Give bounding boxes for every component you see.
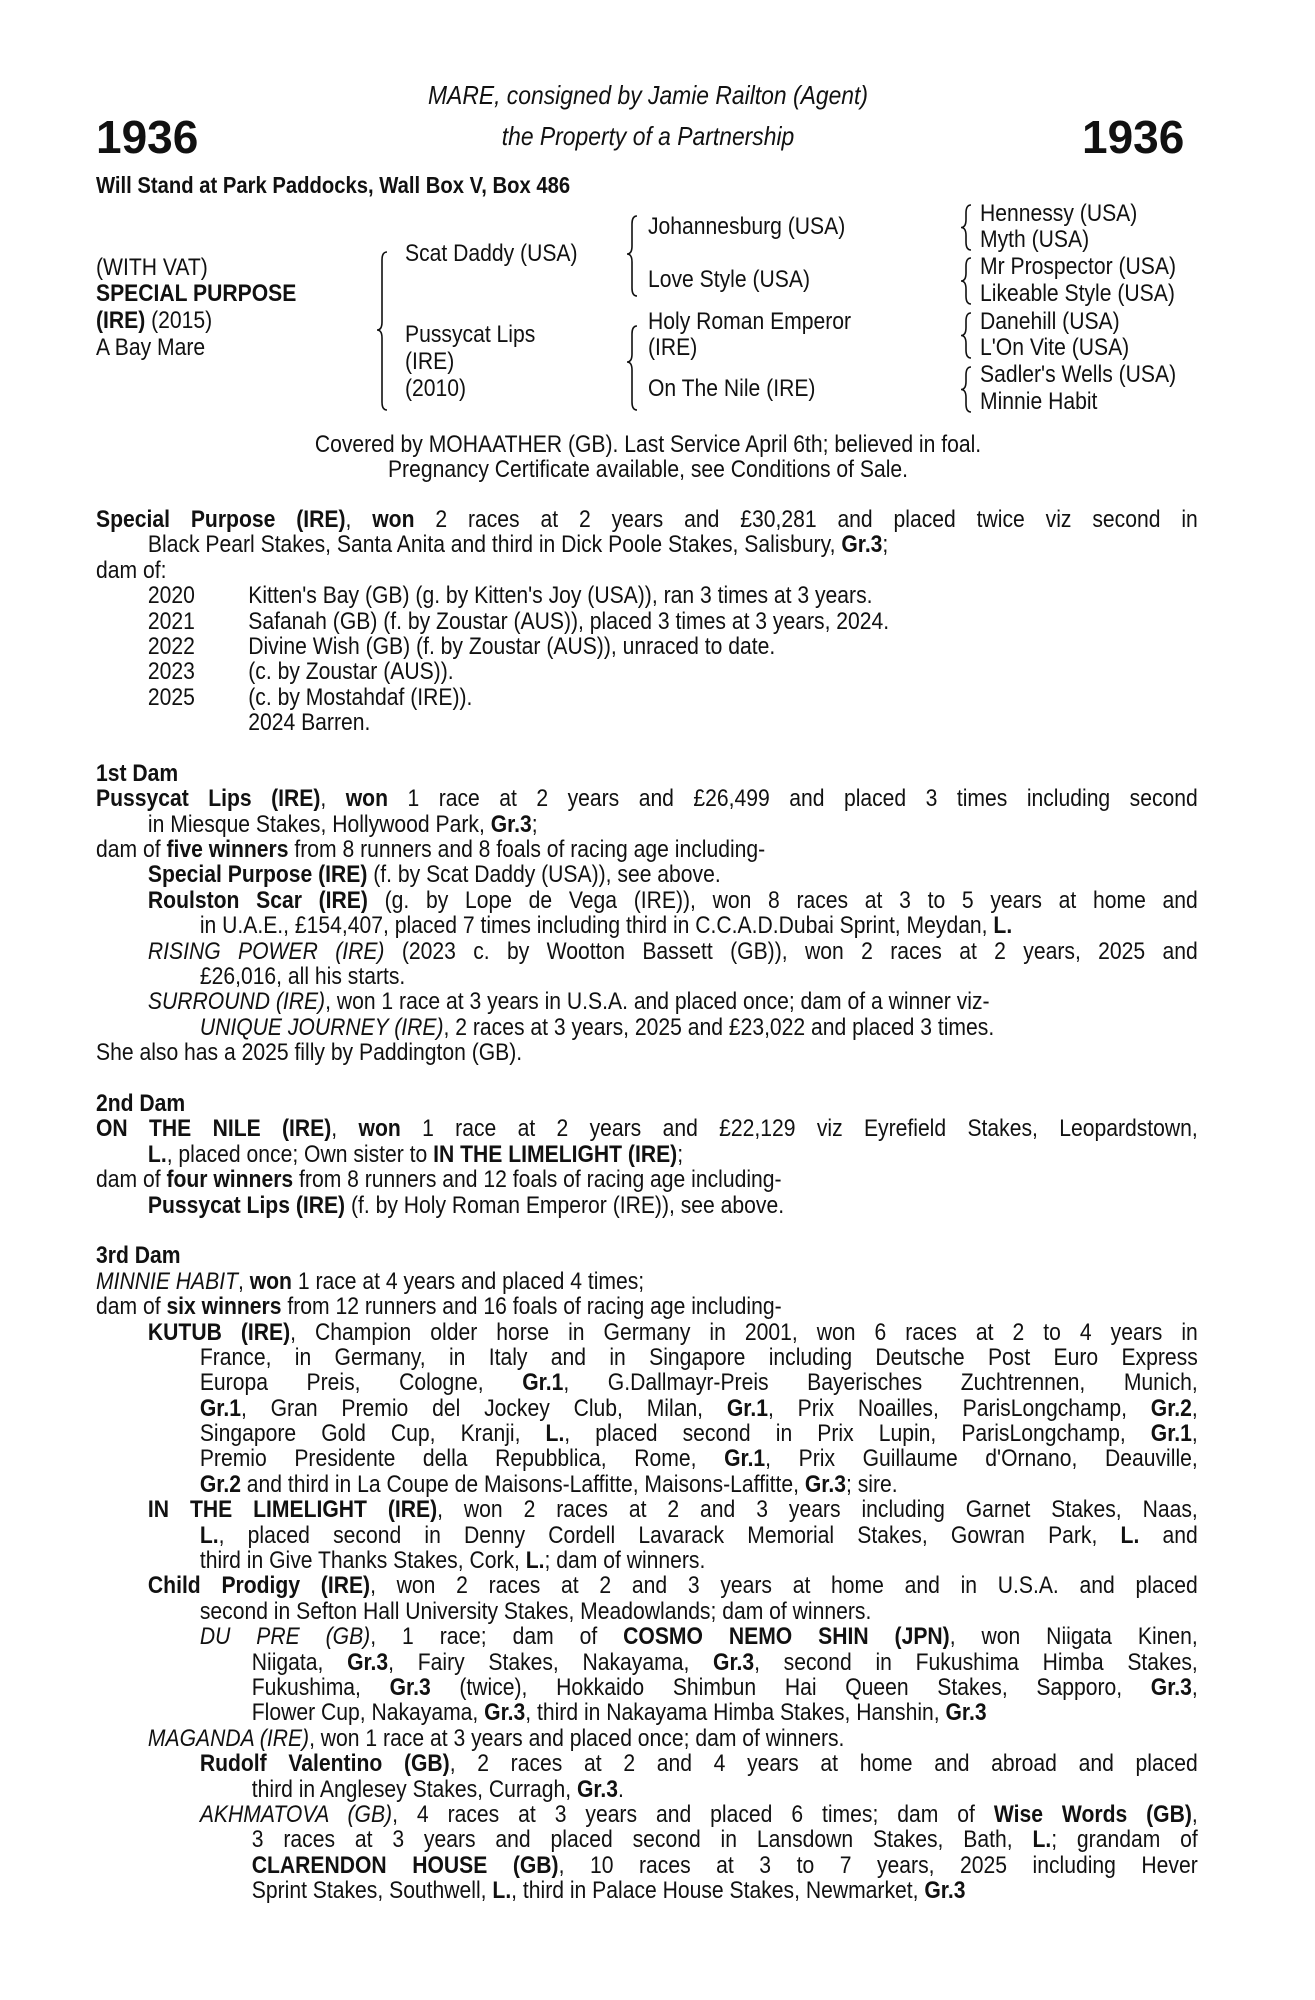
text-line: [96, 837, 1198, 862]
bracket-icon: [377, 252, 387, 410]
text: £26,016, all his starts.: [199, 963, 406, 991]
bold-text: IN THE LIMELIGHT (IRE): [433, 1140, 678, 1168]
fourth-generation-ancestor: Danehill (USA): [980, 308, 1120, 335]
produce-year: 2022: [147, 632, 195, 660]
text-line: [200, 1624, 1198, 1649]
text: , won Niigata Kinen,: [949, 1623, 1198, 1651]
text: from 8 runners and 8 foals of racing age including-: [288, 836, 766, 864]
text-line: [148, 1320, 1198, 1345]
bold-text: Rudolf Valentino (GB): [199, 1750, 450, 1778]
pedigree-paragraph: [96, 1320, 1198, 1498]
bold-text: won: [249, 1267, 292, 1295]
produce-text: (c. by Zoustar (AUS)).: [248, 658, 454, 686]
text: third in Anglesey Stakes, Curragh,: [251, 1775, 577, 1803]
text: (g. by Lope de Vega (IRE)), won 8 races at 3 to 5 years at home and: [367, 886, 1198, 914]
text: second in Sefton Hall University Stakes, Meadowlands; dam of winners.: [199, 1597, 872, 1625]
text: dam of: [96, 836, 167, 864]
dam-sire-line-2: (IRE): [648, 334, 698, 361]
fourth-generation-ancestor: L'On Vite (USA): [980, 334, 1130, 361]
text-line: [148, 888, 1198, 913]
produce-year: 2023: [147, 658, 195, 686]
bracket-icon: [627, 326, 637, 410]
pedigree-paragraph: [96, 1040, 1198, 1065]
bold-text: L.: [525, 1547, 545, 1575]
text-line: [96, 507, 1198, 532]
produce-year: [148, 710, 248, 735]
dam-dam: On The Nile (IRE): [648, 375, 816, 402]
pedigree-section: [96, 507, 1198, 736]
text-line: [148, 1497, 1198, 1522]
text: , G.Dallmayr-Preis Bayerisches Zuchtrennen, Munich,: [563, 1369, 1198, 1397]
text: She also has a 2025 filly by Paddington (GB).: [96, 1039, 523, 1067]
text: , placed once; Own sister to: [166, 1140, 434, 1168]
pregnancy-note: Pregnancy Certificate available, see Conditions of Sale.: [387, 456, 909, 483]
pedigree-paragraph: [96, 1015, 1198, 1040]
text-line: [200, 1472, 1198, 1497]
text: ,: [1191, 1420, 1198, 1448]
text: , Prix Noailles, ParisLongchamp,: [767, 1394, 1151, 1422]
italic-name: MAGANDA (IRE): [147, 1724, 310, 1752]
bold-text: Child Prodigy (IRE): [147, 1572, 371, 1600]
italic-name: DU PRE (GB): [199, 1623, 371, 1651]
text-line: [96, 1269, 1198, 1294]
bold-text: Gr.3: [484, 1699, 526, 1727]
text-line: [148, 939, 1198, 964]
bold-text: Gr.1: [724, 1445, 766, 1473]
fourth-generation-ancestor: Minnie Habit: [980, 388, 1098, 415]
bracket-icon: [961, 258, 971, 304]
bold-text: KUTUB (IRE): [147, 1318, 291, 1346]
bold-text: Special Purpose (IRE): [147, 861, 368, 889]
text-line: [200, 913, 1198, 938]
text-line: [96, 558, 1198, 583]
text-line: [252, 1827, 1198, 1852]
dam-line-3: (2010): [405, 375, 467, 402]
pedigree-paragraph: [96, 989, 1198, 1014]
fourth-generation-ancestor: Hennessy (USA): [980, 200, 1138, 227]
text-line: [96, 1167, 1198, 1192]
text: , won 1 race at 3 years in U.S.A. and placed once; dam of a winner viz-: [325, 988, 990, 1016]
text: (twice), Hokkaido Shimbun Hai Queen Stakes, Sapporo,: [430, 1673, 1151, 1701]
catalogue-body: [96, 507, 1198, 1929]
bold-text: CLARENDON HOUSE (GB): [251, 1851, 559, 1879]
text-line: [148, 989, 1198, 1014]
bold-text: Gr.1: [1150, 1420, 1192, 1448]
text: , placed second in Prix Lupin, ParisLongchamp,: [564, 1420, 1151, 1448]
bold-text: L.: [147, 1140, 167, 1168]
pedigree-paragraph: [96, 1294, 1198, 1319]
horse-name: SPECIAL PURPOSE: [96, 280, 297, 307]
bold-text: Wise Words (GB): [993, 1800, 1192, 1828]
pedigree-paragraph: [96, 837, 1198, 862]
bold-text: Gr.3: [1150, 1673, 1192, 1701]
text: ,: [320, 785, 346, 813]
bold-text: won: [345, 785, 388, 813]
text-line: [148, 1142, 1198, 1167]
italic-name: MINNIE HABIT: [96, 1267, 238, 1295]
bold-text: Special Purpose (IRE): [96, 506, 346, 533]
bold-text: Gr.1: [726, 1394, 768, 1422]
text-line: [96, 1294, 1198, 1319]
text: ,: [331, 1115, 359, 1143]
horse-year: (2015): [151, 307, 213, 334]
horse-suffix-year: [96, 308, 212, 334]
text: , 1 race; dam of: [370, 1623, 624, 1651]
text-line: [252, 1777, 1198, 1802]
bold-text: L.: [993, 912, 1013, 940]
pedigree-paragraph: [96, 786, 1198, 837]
bold-text: Pussycat Lips (IRE): [96, 785, 321, 813]
produce-text: (c. by Mostahdaf (IRE)).: [248, 683, 473, 711]
bracket-icon: [627, 216, 637, 296]
stand-location: Will Stand at Park Paddocks, Wall Box V, Box 486: [96, 172, 571, 198]
produce-text: Kitten's Bay (GB) (g. by Kitten's Joy (USA)), ran 3 times at 3 years.: [248, 582, 873, 610]
text: and third in La Coupe de Maisons-Laffitte, Maisons-Laffitte,: [240, 1470, 805, 1498]
bracket-icon: [961, 367, 971, 412]
text: ;: [531, 810, 538, 838]
text: , second in Fukushima Himba Stakes,: [754, 1648, 1198, 1676]
bracket-icon: [961, 313, 971, 358]
text: ; dam of winners.: [544, 1547, 706, 1575]
bracket-icon: [961, 205, 971, 250]
text: Singapore Gold Cup, Kranji,: [199, 1420, 546, 1448]
dam-sire-line-1: Holy Roman Emperor: [648, 308, 852, 335]
text-line: [96, 1116, 1198, 1141]
sire: Scat Daddy (USA): [405, 240, 578, 267]
pedigree-paragraph: [96, 1726, 1198, 1751]
bold-text: L.: [1120, 1521, 1140, 1549]
text: ,: [1191, 1673, 1198, 1701]
pedigree-paragraph: [96, 1497, 1198, 1573]
pedigree-paragraph: [96, 939, 1198, 990]
text-line: [200, 1548, 1198, 1573]
horse-description: A Bay Mare: [96, 334, 206, 361]
produce-text: Divine Wish (GB) (f. by Zoustar (AUS)), unraced to date.: [248, 632, 776, 660]
bold-text: Gr.3: [347, 1648, 389, 1676]
text: , won 2 races at 2 and 3 years at home and in U.S.A. and placed: [370, 1572, 1198, 1600]
property-of: the Property of a Partnership: [501, 121, 795, 151]
text-line: [148, 812, 1198, 837]
vat-note: (WITH VAT): [96, 254, 208, 281]
text-line: [200, 1523, 1198, 1548]
text-line: [200, 1370, 1198, 1395]
fourth-generation-ancestor: Likeable Style (USA): [980, 280, 1175, 307]
sire-sire: Johannesburg (USA): [648, 213, 846, 240]
text: , won 1 race at 3 years and placed once; dam of winners.: [309, 1724, 845, 1752]
bold-text: Roulston Scar (IRE): [147, 886, 368, 914]
bold-text: Gr.3: [924, 1877, 966, 1905]
fourth-generation-ancestor: Sadler's Wells (USA): [980, 361, 1177, 388]
text: dam of: [96, 1166, 167, 1194]
section-heading: 1st Dam: [96, 759, 179, 787]
pedigree-paragraph: [96, 1751, 1198, 1802]
fourth-generation-ancestor: Myth (USA): [980, 226, 1090, 253]
text-line: [200, 964, 1198, 989]
bold-text: Gr.3: [804, 1470, 846, 1498]
text: Sprint Stakes, Southwell,: [251, 1877, 493, 1905]
produce-row: [96, 634, 1198, 659]
bold-text: Gr.2: [199, 1470, 241, 1498]
bold-text: Gr.1: [199, 1394, 241, 1422]
text-line: [148, 1726, 1198, 1751]
pedigree-paragraph: [96, 558, 1198, 583]
pedigree-paragraph: [96, 888, 1198, 939]
pedigree-paragraph: [96, 1167, 1198, 1192]
bold-text: Gr.3: [490, 810, 532, 838]
text-line: [252, 1650, 1198, 1675]
bold-text: L.: [545, 1420, 565, 1448]
italic-name: SURROUND (IRE): [147, 988, 326, 1016]
text-line: [148, 532, 1198, 557]
pedigree-section: [96, 1243, 1198, 1903]
text: , 10 races at 3 to 7 years, 2025 including Hever: [558, 1851, 1198, 1879]
lot-number-right: 1936: [1082, 111, 1185, 163]
consignor: MARE, consigned by Jamie Railton (Agent): [427, 80, 869, 110]
italic-name: AKHMATOVA (GB): [199, 1800, 393, 1828]
fourth-generation-ancestor: Mr Prospector (USA): [980, 253, 1176, 280]
text-line: [252, 1853, 1198, 1878]
text: , third in Palace House Stakes, Newmarket,: [511, 1877, 925, 1905]
text: Premio Presidente della Repubblica, Rome,: [199, 1445, 725, 1473]
text-line: [252, 1675, 1198, 1700]
bold-text: Gr.3: [713, 1648, 755, 1676]
produce-text: 2024 Barren.: [248, 709, 371, 737]
text-line: [148, 862, 1198, 887]
section-heading: 2nd Dam: [96, 1089, 186, 1117]
produce-row: [96, 609, 1198, 634]
pedigree-paragraph: [96, 1802, 1198, 1904]
section-heading: 3rd Dam: [96, 1242, 181, 1270]
text: ; sire.: [845, 1470, 898, 1498]
bold-text: L.: [199, 1521, 219, 1549]
italic-name: UNIQUE JOURNEY (IRE): [199, 1013, 444, 1041]
text: 1 race at 2 years and £22,129 viz Eyrefield Stakes, Leopardstown,: [400, 1115, 1198, 1143]
produce-row: [96, 685, 1198, 710]
text-line: [96, 786, 1198, 811]
text: , placed second in Denny Cordell Lavarack Memorial Stakes, Gowran Park,: [218, 1521, 1121, 1549]
text: third in Give Thanks Stakes, Cork,: [199, 1547, 526, 1575]
text: Niigata,: [251, 1648, 348, 1676]
text-line: [96, 1040, 1198, 1065]
text: ,: [237, 1267, 250, 1295]
pedigree-paragraph: [96, 1116, 1198, 1167]
text: from 8 runners and 12 foals of racing age including-: [293, 1166, 782, 1194]
text: France, in Germany, in Italy and in Singapore including Deutsche Post Euro Express: [199, 1343, 1198, 1371]
text: , 4 races at 3 years and placed 6 times; dam of: [392, 1800, 994, 1828]
dam-line-2: (IRE): [405, 348, 455, 375]
bold-text: Gr.3: [389, 1673, 431, 1701]
bold-text: Pussycat Lips (IRE): [147, 1191, 346, 1219]
text: Flower Cup, Nakayama,: [251, 1699, 485, 1727]
produce-row: [96, 583, 1198, 608]
text: ,: [345, 506, 373, 533]
text: ,: [1191, 1800, 1198, 1828]
text: , Prix Guillaume d'Ornano, Deauville,: [765, 1445, 1198, 1473]
produce-year: 2025: [147, 683, 195, 711]
bold-text: won: [372, 506, 415, 533]
produce-text: Safanah (GB) (f. by Zoustar (AUS)), placed 3 times at 3 years, 2024.: [248, 607, 890, 635]
pedigree-paragraph: [96, 1193, 1198, 1218]
produce-row: [96, 710, 1198, 735]
text: , Fairy Stakes, Nakayama,: [388, 1648, 714, 1676]
covering-note: Covered by MOHAATHER (GB). Last Service April 6th; believed in foal.: [314, 431, 982, 458]
text: .: [618, 1775, 624, 1803]
produce-record: [96, 583, 1198, 735]
text-line: [200, 1446, 1198, 1471]
text: (f. by Holy Roman Emperor (IRE)), see above.: [345, 1191, 785, 1219]
text: ; grandam of: [1051, 1826, 1198, 1854]
text-line: [200, 1751, 1198, 1776]
text-line: [200, 1345, 1198, 1370]
bold-text: Gr.1: [522, 1369, 564, 1397]
text: 1 race at 2 years and £26,499 and placed 3 times including second: [387, 785, 1198, 813]
text: 3 races at 3 years and placed second in Lansdown Stakes, Bath,: [251, 1826, 1033, 1854]
bold-text: L.: [1032, 1826, 1052, 1854]
pedigree-paragraph: [96, 507, 1198, 558]
italic-name: RISING POWER (IRE): [147, 937, 385, 965]
text: ,: [1191, 1394, 1198, 1422]
text: 2 races at 2 years and £30,281 and placed twice viz second in: [414, 506, 1198, 533]
text-line: [200, 1396, 1198, 1421]
pedigree-paragraph: [96, 1624, 1198, 1726]
text: Europa Preis, Cologne,: [199, 1369, 523, 1397]
text: , 2 races at 3 years, 2025 and £23,022 and placed 3 times.: [443, 1013, 995, 1041]
text-line: [200, 1802, 1198, 1827]
bold-text: Gr.3: [945, 1699, 987, 1727]
text: (2023 c. by Wootton Bassett (GB)), won 2 races at 2 years, 2025 and: [384, 937, 1198, 965]
text: dam of:: [96, 556, 167, 584]
pedigree-paragraph: [96, 1269, 1198, 1294]
bold-text: Gr.2: [1150, 1394, 1192, 1422]
text: , Champion older horse in Germany in 2001, won 6 races at 2 to 4 years in: [290, 1318, 1198, 1346]
bold-text: ON THE NILE (IRE): [96, 1115, 332, 1143]
text: and: [1139, 1521, 1198, 1549]
text: Fukushima,: [251, 1673, 390, 1701]
text-line: [200, 1015, 1198, 1040]
pedigree-section: [96, 761, 1198, 1066]
text: in U.A.E., £154,407, placed 7 times including third in C.C.A.D.Dubai Sprint, Meydan,: [199, 912, 994, 940]
produce-row: [96, 659, 1198, 684]
bold-text: five winners: [166, 836, 289, 864]
text: from 12 runners and 16 foals of racing age including-: [281, 1293, 782, 1321]
pedigree-section: [96, 1091, 1198, 1218]
bold-text: COSMO NEMO SHIN (JPN): [623, 1623, 950, 1651]
text-line: [148, 1193, 1198, 1218]
bold-text: IN THE LIMELIGHT (IRE): [147, 1496, 438, 1524]
bold-text: Gr.3: [841, 531, 883, 559]
sire-dam: Love Style (USA): [648, 266, 810, 293]
dam-line-1: Pussycat Lips: [405, 321, 536, 348]
text-line: [200, 1599, 1198, 1624]
text-line: [148, 1573, 1198, 1598]
text: ;: [677, 1140, 684, 1168]
produce-year: 2020: [147, 582, 195, 610]
lot-number-left: 1936: [96, 111, 199, 163]
bold-text: won: [358, 1115, 401, 1143]
text: , Gran Premio del Jockey Club, Milan,: [240, 1394, 727, 1422]
text-line: [252, 1700, 1198, 1725]
text: , won 2 races at 2 and 3 years including Garnet Stakes, Naas,: [437, 1496, 1198, 1524]
text: , 2 races at 2 and 4 years at home and abroad and placed: [449, 1750, 1198, 1778]
text-line: [252, 1878, 1198, 1903]
text-line: [200, 1421, 1198, 1446]
bold-text: L.: [492, 1877, 512, 1905]
horse-country: (IRE): [96, 307, 146, 334]
text: Black Pearl Stakes, Santa Anita and third in Dick Poole Stakes, Salisbury,: [147, 531, 842, 559]
text: in Miesque Stakes, Hollywood Park,: [147, 810, 491, 838]
text: , third in Nakayama Himba Stakes, Hanshin,: [525, 1699, 946, 1727]
text: ;: [882, 531, 889, 559]
pedigree-paragraph: [96, 862, 1198, 887]
pedigree-paragraph: [96, 1573, 1198, 1624]
bold-text: six winners: [166, 1293, 282, 1321]
text: (f. by Scat Daddy (USA)), see above.: [367, 861, 721, 889]
text: dam of: [96, 1293, 167, 1321]
bold-text: Gr.3: [576, 1775, 619, 1803]
produce-year: 2021: [147, 607, 195, 635]
bold-text: four winners: [166, 1166, 294, 1194]
text: 1 race at 4 years and placed 4 times;: [291, 1267, 645, 1295]
